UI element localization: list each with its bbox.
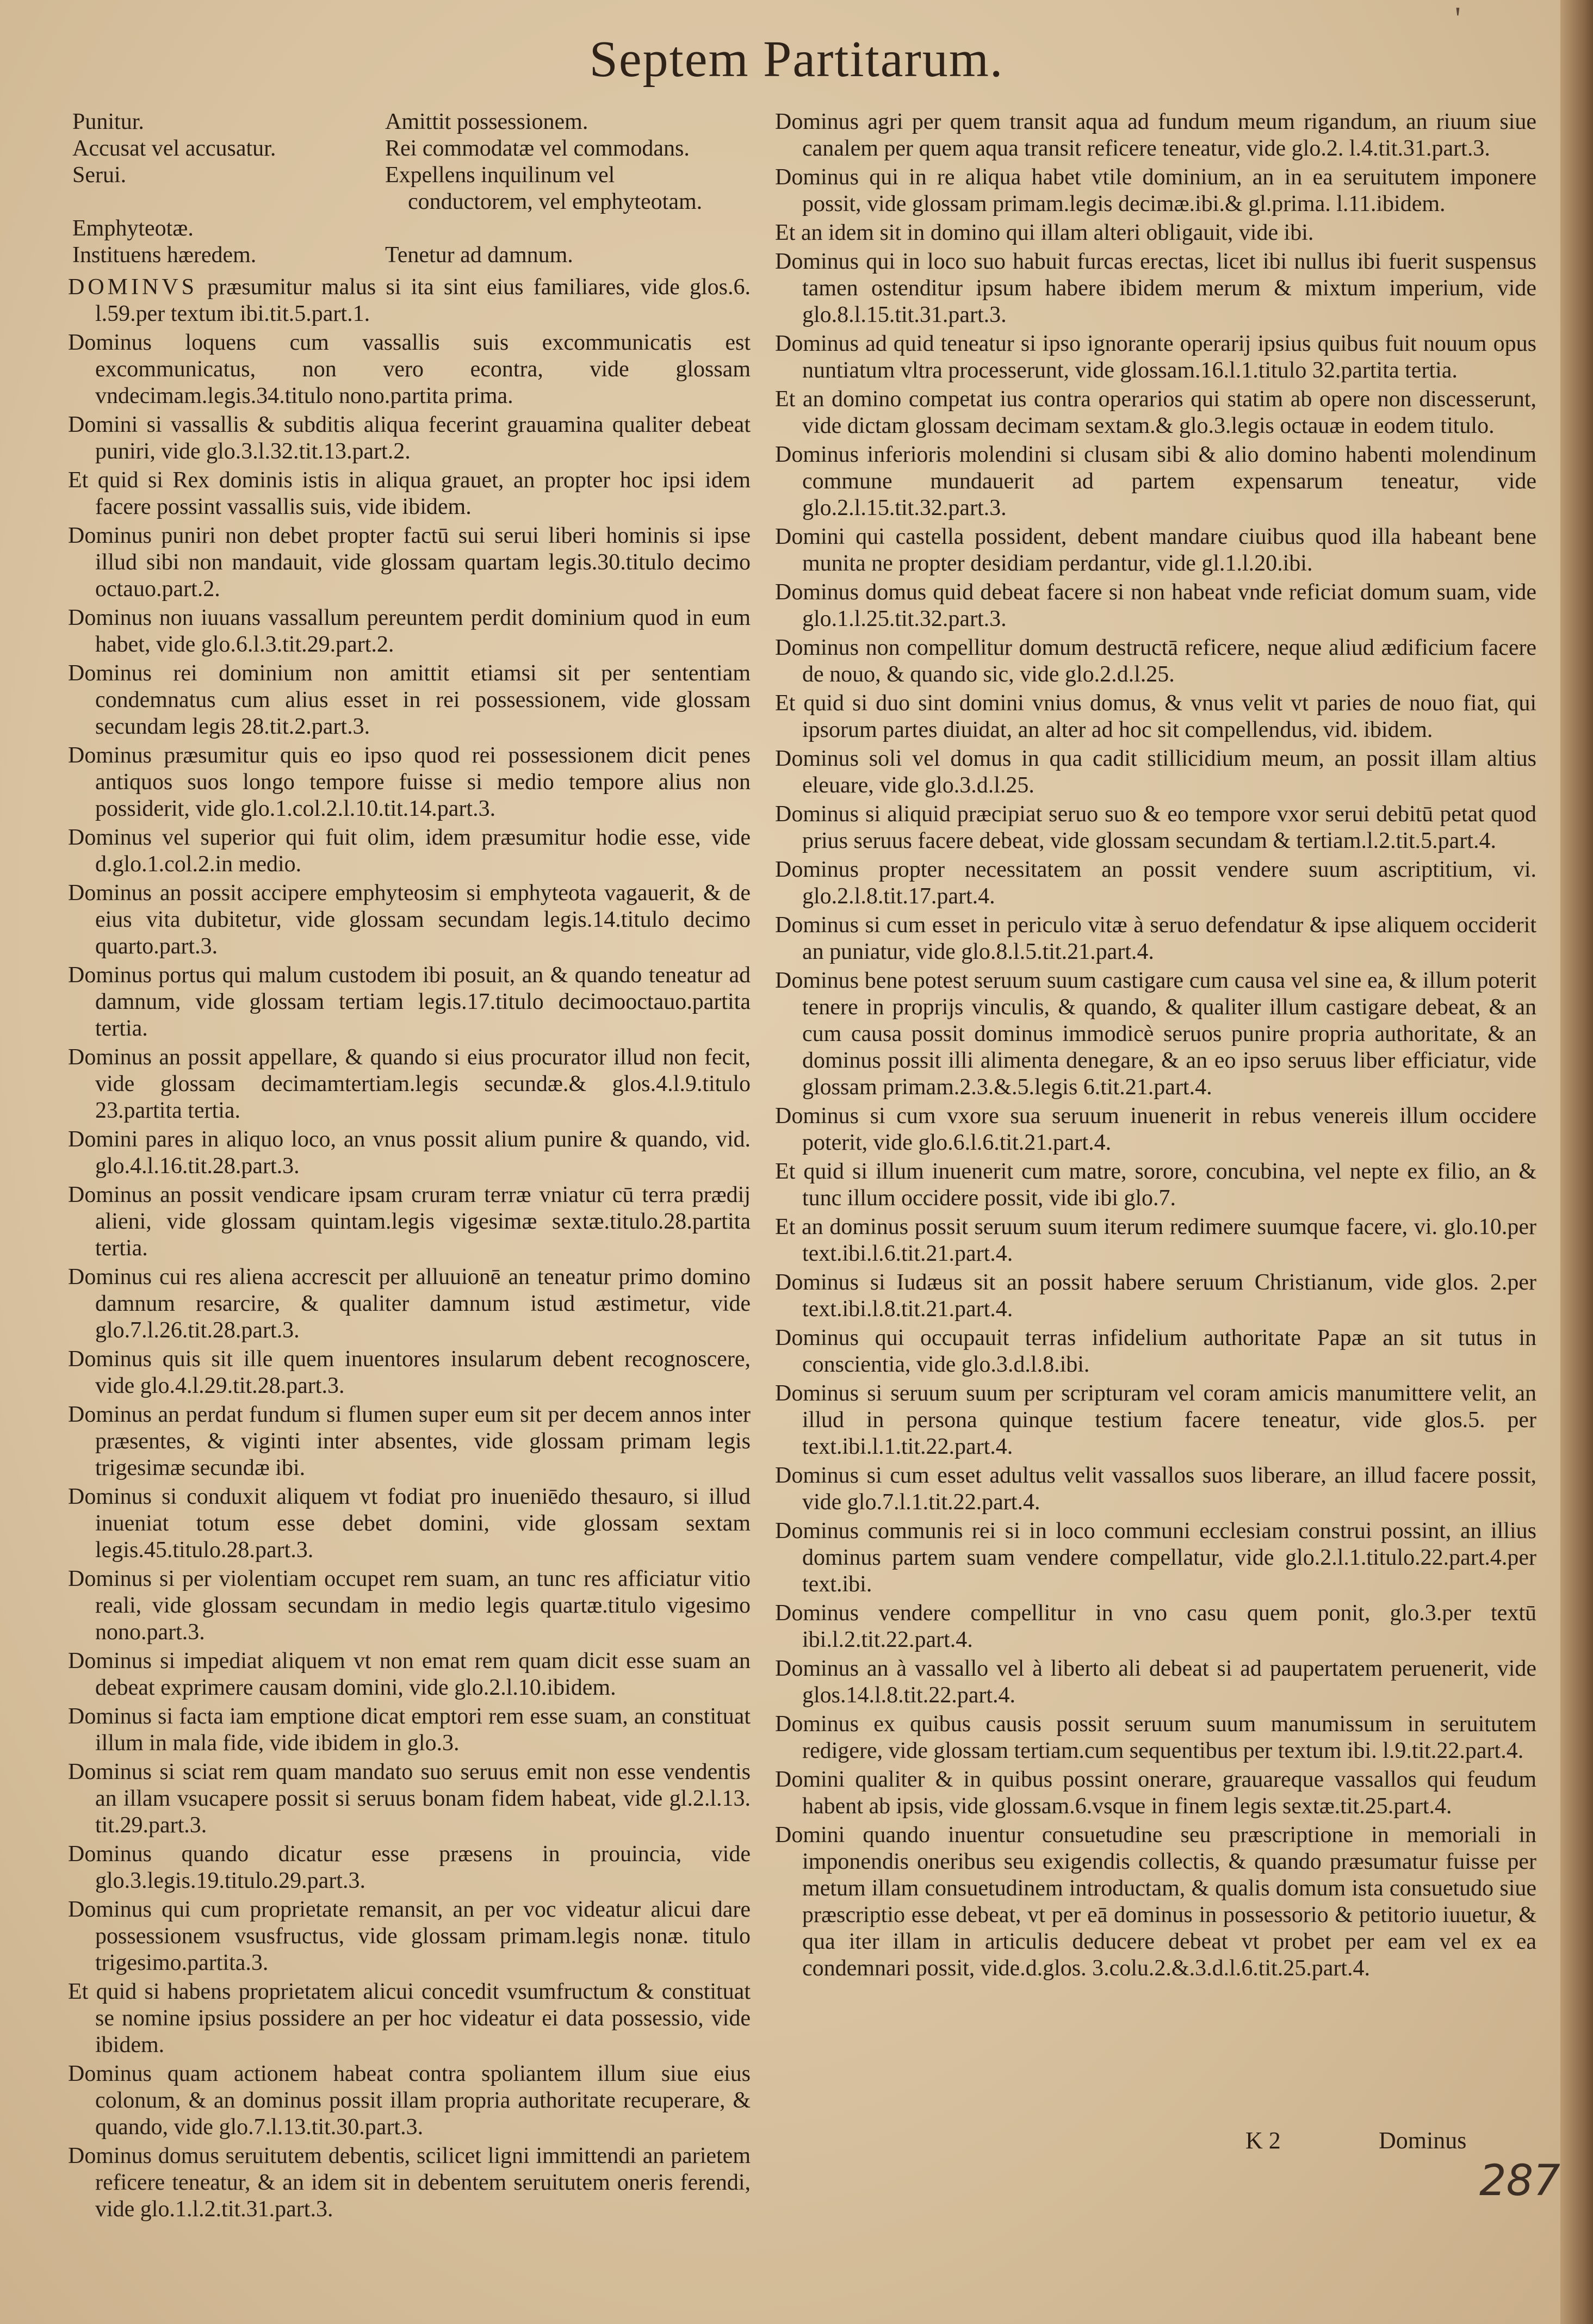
term-item: Punitur. — [72, 109, 144, 134]
entry-text: Dominus agri per quem transit aqua ad fundum meum rigandum, an riuum siue canalem per quem aqua transit reficere teneatur, vide glo.2. l.4.tit.31.part.3. — [775, 109, 1536, 161]
index-entry — [68, 1126, 751, 1180]
entry-text: Dominus domus quid debeat facere si non habeat vnde reficiat domum suam, vide glo.1.l.25.tit.32.part.3. — [775, 580, 1536, 631]
index-entry — [775, 1380, 1536, 1460]
entry-text: Dominus bene potest seruum suum castigare cum causa vel sine ea, & illum poterit tenere in proprijs vinculis, & quando, & qualiter illum castigare debeat, & an cum causa possit dominus immodicè seruos punire propria authoritate, & an dominus possit illi alimenta denegare, & an eo ipso seruus liber efficiatur, vide glossam primam.2.3.&.5.legis 6.tit.21.part.4. — [775, 968, 1536, 1100]
index-entry — [775, 1518, 1536, 1598]
index-entry — [775, 1656, 1536, 1709]
entry-text: Dominus an perdat fundum si flumen super eum sit per decem annos inter præsentes, & viginti inter absentes, vide glossam primam legis trigesimæ secundæ ibi. — [68, 1402, 751, 1480]
catchword: Dominus — [1379, 2127, 1467, 2154]
index-entry — [68, 274, 751, 327]
left-entries — [68, 274, 751, 2223]
index-entry — [68, 2143, 751, 2223]
index-entry — [68, 742, 751, 822]
entry-text: Dominus rei dominium non amittit etiamsi sit per sententiam condemnatus cum alius esset in rei possessionem, vide glossam secundam legis 28.tit.2.part.3. — [68, 661, 751, 739]
index-entry — [68, 660, 751, 740]
index-entry — [68, 1402, 751, 1482]
index-entry — [68, 412, 751, 465]
entry-text: Dominus si cum vxore sua seruum inuenerit in rebus venereis illum occidere poterit, vide glo.6.l.6.tit.21.part.4. — [775, 1104, 1536, 1155]
entry-text: Dominus qui occupauit terras infidelium authoritate Papæ an sit tutus in conscientia, vide glo.3.d.l.8.ibi. — [775, 1325, 1536, 1377]
entry-text: Dominus si sciat rem quam mandato suo seruus emit non esse vendentis an illam vsucapere possit si seruus bonam fidem habeat, vide gl.2.l.13. tit.29.part.3. — [68, 1759, 751, 1838]
entry-text: Et quid si illum inuenerit cum matre, sorore, concubina, vel nepte ex filio, an & tunc illum occidere possit, vide ibi glo.7. — [775, 1159, 1536, 1211]
index-entry — [775, 386, 1536, 439]
index-entry — [775, 220, 1536, 246]
index-entry — [68, 1841, 751, 1894]
right-column — [775, 109, 1536, 1984]
entry-text: Dominus si impediat aliquem vt non emat rem quam dicit esse suam an debeat exprimere causam domini, vide glo.2.l.10.ibidem. — [68, 1649, 751, 1700]
term-item: Expellens inquilinum vel conductorem, vel emphyteotam. — [385, 163, 703, 214]
entry-text: Dominus communis rei si in loco communi ecclesiam construi possint, an illius dominus partem suam vendere compellatur, vide glo.2.l.1.titulo.22.part.4.per text.ibi. — [775, 1519, 1536, 1597]
entry-text: Dominus portus qui malum custodem ibi posuit, an & quando teneatur ad damnum, vide glossam tertiam legis.17.titulo decimooctauo.partita tertia. — [68, 963, 751, 1041]
index-entry — [775, 801, 1536, 854]
index-entry — [775, 1158, 1536, 1212]
entry-text: Dominus qui cum proprietate remansit, an per voc videatur alicui dare possessionem vsusfructus, vide glossam primam.legis nonæ. titulo trigesimo.partita.3. — [68, 1897, 751, 1975]
entry-text: Dominus quam actionem habeat contra spoliantem illum siue eius colonum, & an dominus possit illam propria authoritate recuperare, & quando, vide glo.7.l.13.tit.30.part.3. — [68, 2061, 751, 2140]
index-entry — [775, 690, 1536, 743]
page-edge — [1560, 0, 1593, 2324]
index-entry — [68, 2061, 751, 2141]
entry-text: Dominus si seruum suum per scripturam vel coram amicis manumittere velit, an illud in persona quinque testium facere teneatur, vide glos.5. per text.ibi.l.1.tit.22.part.4. — [775, 1381, 1536, 1459]
entry-text: Dominus quando dicatur esse præsens in prouincia, vide glo.3.legis.19.titulo.29.part.3. — [68, 1842, 751, 1893]
entry-text: Dominus ad quid teneatur si ipso ignorante operarij ipsius quibus fuit nouum opus nuntiatum vltra processerunt, vide glossam.16.l.1.titulo 32.partita tertia. — [775, 331, 1536, 383]
entry-text: Dominus si aliquid præcipiat seruo suo & eo tempore vxor serui debitū petat quod prius seruus facere debeat, vide glossam secundam & tertiam.l.2.tit.5.part.4. — [775, 802, 1536, 853]
index-entry — [68, 1566, 751, 1646]
entry-text: Dominus propter necessitatem an possit vendere suum ascriptitium, vi. glo.2.l.8.tit.17.part.4. — [775, 857, 1536, 909]
term-item: Rei commodatæ vel commodans. — [385, 136, 690, 161]
entry-text: Dominus vel superior qui fuit olim, idem præsumitur hodie esse, vide d.glo.1.col.2.in medio. — [68, 825, 751, 877]
term-item: Accusat vel accusatur. — [72, 136, 276, 161]
term-item — [381, 215, 729, 242]
index-entry — [68, 825, 751, 878]
index-entry — [68, 1759, 751, 1839]
entry-text: Et an idem sit in domino qui illam alteri obligauit, vide ibi. — [775, 220, 1314, 245]
index-entry — [775, 164, 1536, 218]
index-entry — [68, 1703, 751, 1757]
index-entry — [775, 635, 1536, 688]
entry-text: Domini qui castella possident, debent mandare ciuibus quod illa habeant bene munita ne propter desidiam perdantur, vide gl.1.l.20.ibi. — [775, 524, 1536, 576]
index-entry — [68, 880, 751, 960]
entry-text: Dominus si per violentiam occupet rem suam, an tunc res afficiatur vitio reali, vide glossam secundam in medio legis quartæ.titulo vigesimo nono.part.3. — [68, 1566, 751, 1645]
index-entry — [775, 1767, 1536, 1820]
entry-text: Dominus si cum esset in periculo vitæ à seruo defendatur & ipse aliquem occiderit an puniatur, vide glo.8.l.5.tit.21.part.4. — [775, 913, 1536, 964]
entry-text: Dominus non compellitur domum destructā reficere, neque aliud ædificium facere de nouo, & quando sic, vide glo.2.d.l.25. — [775, 635, 1536, 687]
entry-text: Dominus an à vassallo vel à liberto ali debeat si ad paupertatem peruenerit, vide glos.14.l.8.tit.22.part.4. — [775, 1656, 1536, 1708]
entry-text: Dominus si conduxit aliquem vt fodiat pro inueniēdo thesauro, si illud inueniat totum esse debet domini, vide glossam sextam legis.45.titulo.28.part.3. — [68, 1484, 751, 1563]
index-entry — [775, 746, 1536, 799]
index-entry — [68, 1346, 751, 1399]
index-entry — [68, 1264, 751, 1344]
index-entry — [68, 1648, 751, 1701]
entry-text: Dominus puniri non debet propter factū sui serui liberi hominis si ipse illud sibi non mandauit, vide glossam quartam legis.30.titulo decimo octauo.part.2. — [68, 523, 751, 602]
index-entry — [68, 1044, 751, 1124]
entry-text: Domini si vassallis & subditis aliqua fecerint grauamina qualiter debeat puniri, vide glo.3.l.32.tit.13.part.2. — [68, 412, 751, 464]
index-entry — [775, 249, 1536, 329]
entry-text: Dominus an possit appellare, & quando si eius procurator illud non fecit, vide glossam decimamtertiam.legis secundæ.& glos.4.l.9.titulo 23.partita tertia. — [68, 1045, 751, 1123]
entry-text: Dominus quis sit ille quem inuentores insularum debent recognoscere, vide glo.4.l.29.tit.28.part.3. — [68, 1347, 751, 1398]
signature-mark: K 2 — [1245, 2127, 1281, 2154]
entry-text: Dominus non iuuans vassallum pereuntem perdit dominium quod in eum habet, vide glo.6.l.3.tit.29.part.2. — [68, 605, 751, 657]
entry-text: Domini qualiter & in quibus possint onerare, grauareque vassallos qui feudum habent ab ipsis, vide glossam.6.vsque in finem legis sextæ.tit.25.part.4. — [775, 1767, 1536, 1819]
index-entry — [68, 1979, 751, 2059]
entry-text: Dominus præsumitur quis eo ipso quod rei possessionem dicit penes antiquos suos longo tempore fuisse si medio tempore alius non possiderit, vide glo.1.col.2.l.10.tit.14.part.3. — [68, 743, 751, 821]
entry-text: Dominus ex quibus causis possit seruum suum manumissum in seruitutem redigere, vide glossam tertiam.cum sequentibus per textum ibi. l.9.tit.22.part.4. — [775, 1712, 1536, 1763]
entry-text: Domini quando inuentur consuetudine seu præscriptione in memoriali in imponendis oneribus seu exigendis collectis, & quando præsumatur fuisse per metum illam consuetudinem introductam, & qualis domum ista consuetudo siue præscriptio esse debeat, vt per eā dominus in possessorio & petitorio iuuetur, & qua iter illam in articulis deducere debeat vt probet per eam vel ex ea condemnari possit, vide.d.glos. 3.colu.2.&.3.d.l.6.tit.25.part.4. — [775, 1823, 1536, 1981]
index-entry — [775, 109, 1536, 162]
entry-text: præsumitur malus si ita sint eius familiares, vide glos.6. l.59.per textum ibi.tit.5.part.1. — [95, 275, 751, 326]
ink-mark: ' — [1455, 1, 1461, 36]
index-entry — [68, 1897, 751, 1976]
entry-text: Dominus loquens cum vassallis suis excommunicatis est excommunicatus, non vero econtra, vide glossam vndecimam.legis.34.titulo nono.partita prima. — [68, 330, 751, 408]
index-entry — [775, 1325, 1536, 1378]
index-entry — [775, 857, 1536, 910]
index-entry — [775, 579, 1536, 633]
term-item: Instituens hæredem. — [72, 243, 257, 268]
entry-text: Dominus inferioris molendini si clusam sibi & alio domino habenti molendinum commune mundauerit ad partem expensarum teneatur, vide glo.2.l.15.tit.32.part.3. — [775, 442, 1536, 520]
term-item: Serui. — [72, 163, 127, 188]
index-entry — [68, 1484, 751, 1564]
entry-text: Et quid si duo sint domini vnius domus, & vnus velit vt paries de nouo fiat, qui ipsorum partes diuidat, an alter ad hoc sit compellendus, vid. ibidem. — [775, 691, 1536, 742]
term-list — [68, 109, 751, 269]
index-entry — [775, 912, 1536, 965]
index-entry — [775, 442, 1536, 522]
term-item: Tenetur ad damnum. — [385, 243, 573, 268]
entry-text: Dominus an possit accipere emphyteosim si emphyteota vagauerit, & de eius vita dubitetur, vide glossam secundam legis.14.titulo decimo quarto.part.3. — [68, 881, 751, 959]
entry-headword: DOMINVS — [68, 275, 198, 300]
entry-text: Dominus si cum esset adultus velit vassallos suos liberare, an illud facere possit, vide glo.7.l.1.tit.22.part.4. — [775, 1463, 1536, 1515]
entry-text: Dominus qui in loco suo habuit furcas erectas, licet ibi nullus ibi fuerit suspensus tamen ostenditur ipsum habere ibidem merum & mixtum imperium, vide glo.8.l.15.tit.31.part.3. — [775, 249, 1536, 327]
left-column — [68, 109, 751, 2225]
entry-text: Et an dominus possit seruum suum iterum redimere suumque facere, vi. glo.10.per text.ibi.l.6.tit.21.part.4. — [775, 1214, 1536, 1266]
index-entry — [68, 330, 751, 410]
index-entry — [775, 331, 1536, 384]
index-entry — [68, 605, 751, 658]
entry-text: Et quid si habens proprietatem alicui concedit vsumfructum & constituat se nomine ipsius possidere an per hoc videatur ei data possessio, vide ibidem. — [68, 1979, 751, 2057]
running-head: Septem Partitarum. — [589, 31, 1004, 88]
index-entry — [775, 1822, 1536, 1982]
index-entry — [775, 1462, 1536, 1516]
index-entry — [775, 1711, 1536, 1764]
handwritten-folio-number: 287 — [1479, 2156, 1560, 2205]
index-entry — [775, 524, 1536, 577]
entry-text: Dominus domus seruitutem debentis, scilicet ligni immittendi an parietem reficere teneatur, & an idem sit in debentem seruitutem oneris ferendi, vide glo.1.l.2.tit.31.part.3. — [68, 2143, 751, 2222]
index-entry — [68, 962, 751, 1042]
entry-text: Et an domino competat ius contra operarios qui statim ab opere non discesserunt, vide dictam glossam decimam sextam.& glo.3.legis octauæ in eodem titulo. — [775, 387, 1536, 438]
entry-text: Dominus vendere compellitur in vno casu quem ponit, glo.3.per textū ibi.l.2.tit.22.part.4. — [775, 1601, 1536, 1652]
entry-text: Domini pares in aliquo loco, an vnus possit alium punire & quando, vid. glo.4.l.16.tit.28.part.3. — [68, 1127, 751, 1179]
entry-text: Et quid si Rex dominis istis in aliqua grauet, an propter hoc ipsi idem facere possint vassallis suis, vide ibidem. — [68, 468, 751, 519]
index-entry — [775, 1600, 1536, 1653]
index-entry — [68, 523, 751, 603]
term-item: Emphyteotæ. — [72, 216, 194, 241]
entry-text: Dominus an possit vendicare ipsam cruram terræ vniatur cū terra prædij alieni, vide glossam quintam.legis vigesimæ sextæ.titulo.28.partita tertia. — [68, 1182, 751, 1261]
entry-text: Dominus soli vel domus in qua cadit stillicidium meum, an possit illam altius eleuare, vide glo.3.d.l.25. — [775, 746, 1536, 798]
index-entry — [68, 1182, 751, 1262]
index-entry — [775, 1214, 1536, 1267]
index-entry — [775, 1103, 1536, 1156]
index-entry — [775, 968, 1536, 1101]
right-entries — [775, 109, 1536, 1982]
index-entry — [68, 467, 751, 520]
entry-text: Dominus si Iudæus sit an possit habere seruum Christianum, vide glos. 2.per text.ibi.l.8.tit.21.part.4. — [775, 1270, 1536, 1322]
entry-text: Dominus qui in re aliqua habet vtile dominium, an in ea seruitutem imponere possit, vide glossam primam.legis decimæ.ibi.& gl.prima. l.11.ibidem. — [775, 165, 1536, 216]
entry-text: Dominus si facta iam emptione dicat emptori rem esse suam, an constituat illum in mala fide, vide ibidem in glo.3. — [68, 1704, 751, 1756]
term-item: Amittit possessionem. — [385, 109, 588, 134]
index-entry — [775, 1269, 1536, 1323]
entry-text: Dominus cui res aliena accrescit per alluuionē an teneatur primo domino damnum resarcire, & qualiter damnum istud æstimetur, vide glo.7.l.26.tit.28.part.3. — [68, 1265, 751, 1343]
